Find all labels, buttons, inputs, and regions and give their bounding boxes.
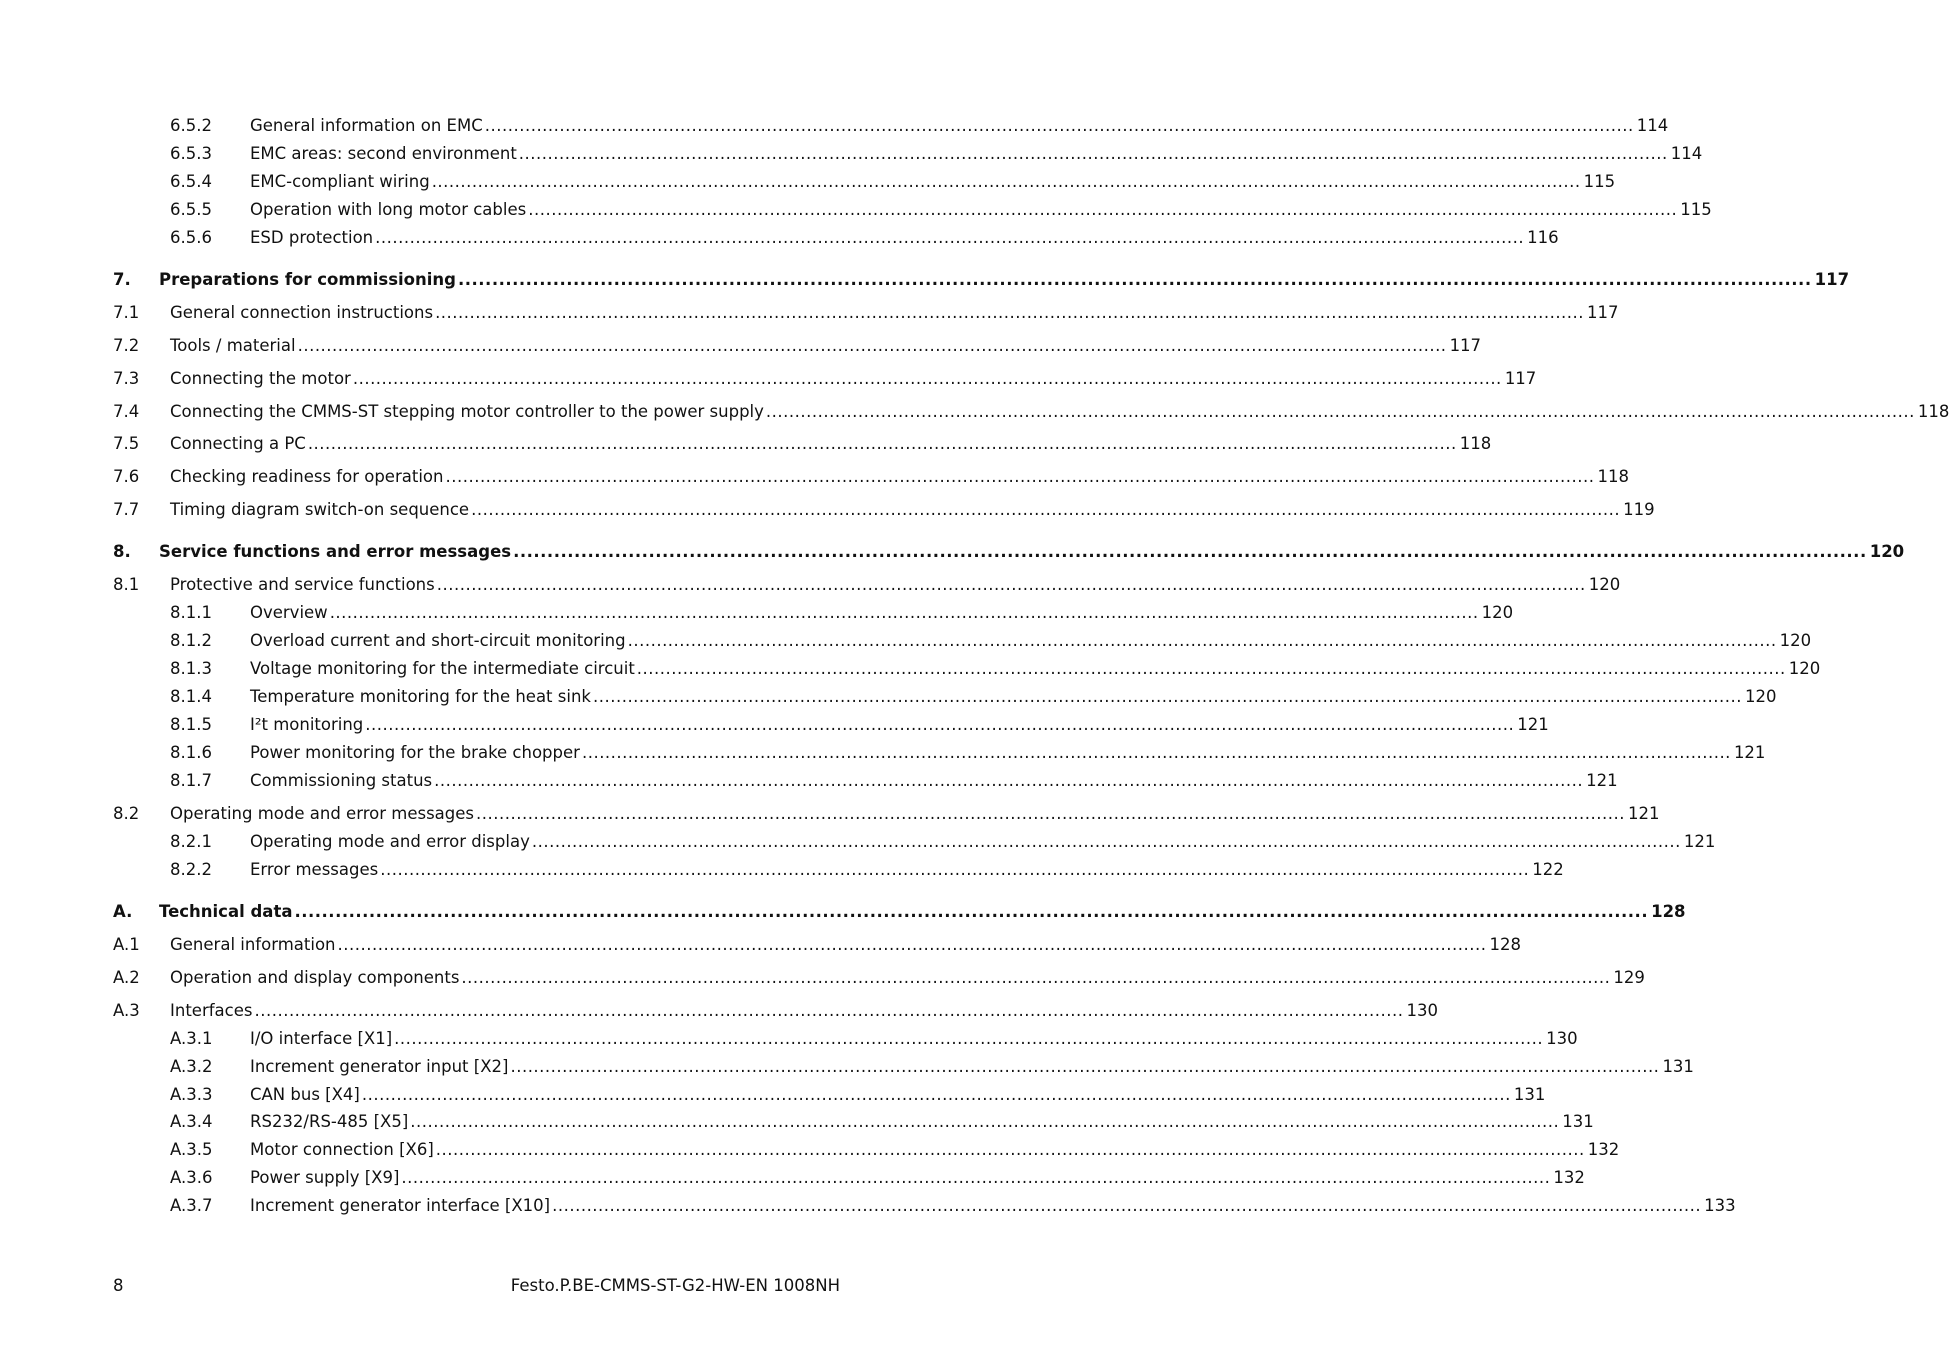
toc-entry[interactable] (0, 858, 1564, 882)
toc-entry-title-line (250, 1194, 1736, 1218)
toc-entry-page: 117 (1504, 369, 1537, 388)
toc-entry-number: 8.1.7 (170, 771, 212, 790)
toc-dot-leader: ........................................................................................................................................................................................................ (765, 402, 1915, 421)
toc-entry-title-line (250, 114, 1669, 138)
toc-entry-page: 118 (1459, 434, 1492, 453)
toc-entry[interactable] (0, 400, 1949, 424)
toc-entry[interactable] (0, 769, 1618, 793)
toc-entry-number: 8. (113, 542, 131, 561)
toc-entry-title-line (170, 802, 1660, 826)
toc-entry-number: A.3.5 (170, 1140, 213, 1159)
toc-entry[interactable] (0, 1194, 1736, 1218)
toc-entry[interactable] (0, 933, 1521, 957)
toc-entry[interactable] (0, 1138, 1620, 1162)
toc-entry-title-line (250, 198, 1712, 222)
toc-dot-leader: ........................................................................................................................................................................................................ (307, 434, 1457, 453)
toc-entry-number: A.3.3 (170, 1085, 213, 1104)
toc-dot-leader: ........................................................................................................................................................................................................ (337, 935, 1487, 954)
toc-entry[interactable] (0, 301, 1619, 325)
toc-entry-title-line (250, 858, 1564, 882)
toc-entry-title-line (250, 1166, 1585, 1190)
toc-dot-leader: ........................................................................................................................................................................................................ (510, 1057, 1660, 1076)
toc-entry-title-line (170, 999, 1438, 1023)
toc-entry[interactable] (0, 830, 1716, 854)
document-id: Festo.P.BE-CMMS-ST-G2-HW-EN 1008NH (510, 1276, 840, 1295)
toc-entry-title: Timing diagram switch-on sequence (170, 500, 470, 519)
toc-entry-number: 8.1.1 (170, 603, 212, 622)
toc-entry-title: Temperature monitoring for the heat sink (250, 687, 591, 706)
toc-entry-title-line (250, 685, 1777, 709)
toc-entry-title: Error messages (250, 860, 379, 879)
toc-dot-leader: ........................................................................................................................................................................................................ (431, 172, 1581, 191)
toc-dot-leader: ........................................................................................................................................................................................................ (457, 270, 1812, 289)
toc-entry-title-line (250, 1027, 1578, 1051)
toc-entry-number: A.3.7 (170, 1196, 213, 1215)
toc-dot-leader: ........................................................................................................................................................................................................ (434, 771, 1584, 790)
toc-entry-title-line (170, 966, 1645, 990)
toc-entry[interactable] (0, 1110, 1594, 1134)
toc-entry-number: 7.4 (113, 402, 140, 421)
toc-dot-leader: ........................................................................................................................................................................................................ (528, 200, 1678, 219)
toc-entry[interactable] (0, 198, 1712, 222)
toc-entry-title: ESD protection (250, 228, 374, 247)
toc-entry-title: EMC-compliant wiring (250, 172, 430, 191)
toc-entry-title: Overview (250, 603, 328, 622)
toc-entry[interactable] (0, 1166, 1585, 1190)
toc-dot-leader: ........................................................................................................................................................................................................ (361, 1085, 1511, 1104)
toc-entry-title: I/O interface [X1] (250, 1029, 393, 1048)
toc-dot-leader: ........................................................................................................................................................................................................ (461, 968, 1611, 987)
toc-chapter-entry[interactable] (0, 268, 1850, 292)
toc-entry[interactable] (0, 629, 1812, 653)
toc-entry-title-line (250, 830, 1716, 854)
toc-dot-leader: ........................................................................................................................................................................................................ (445, 467, 1595, 486)
toc-entry-page: 120 (1744, 687, 1777, 706)
toc-dot-leader: ........................................................................................................................................................................................................ (531, 832, 1681, 851)
toc-dot-leader: ........................................................................................................................................................................................................ (436, 575, 1586, 594)
toc-entry-title-line (170, 367, 1537, 391)
toc-dot-leader: ........................................................................................................................................................................................................ (627, 631, 1777, 650)
toc-entry[interactable] (0, 226, 1559, 250)
toc-chapter-entry[interactable] (0, 900, 1686, 924)
toc-entry-page: 121 (1586, 771, 1618, 790)
toc-entry-title-line (170, 573, 1621, 597)
toc-entry-page: 116 (1527, 228, 1559, 247)
toc-entry-title-line (159, 540, 1905, 564)
toc-entry-title: Protective and service functions (170, 575, 435, 594)
toc-entry-title: Tools / material (170, 336, 296, 355)
toc-entry-number: 6.5.2 (170, 116, 212, 135)
toc-dot-leader: ........................................................................................................................................................................................................ (410, 1112, 1560, 1131)
toc-entry[interactable] (0, 114, 1669, 138)
toc-entry[interactable] (0, 367, 1537, 391)
toc-entry-title: RS232/RS-485 [X5] (250, 1112, 409, 1131)
toc-dot-leader: ........................................................................................................................................................................................................ (365, 715, 1515, 734)
toc-entry[interactable] (0, 170, 1616, 194)
toc-entry-title: I²t monitoring (250, 715, 364, 734)
toc-entry[interactable] (0, 966, 1645, 990)
toc-entry-number: 8.1.3 (170, 659, 212, 678)
toc-entry-number: 7.6 (113, 467, 140, 486)
toc-entry[interactable] (0, 432, 1492, 456)
toc-entry-number: A. (113, 902, 133, 921)
toc-entry-title-line (170, 400, 1949, 424)
page-number: 8 (113, 1276, 124, 1295)
toc-entry-page: 131 (1513, 1085, 1546, 1104)
toc-dot-leader: ........................................................................................................................................................................................................ (484, 116, 1634, 135)
toc-dot-leader: ........................................................................................................................................................................................................ (518, 144, 1668, 163)
toc-entry-number: 6.5.6 (170, 228, 212, 247)
toc-dot-leader: ........................................................................................................................................................................................................ (476, 804, 1625, 823)
toc-entry-title-line (170, 432, 1492, 456)
toc-entry-title: Power monitoring for the brake chopper (250, 743, 580, 762)
toc-entry-number: A.3.4 (170, 1112, 213, 1131)
toc-entry-page: 128 (1651, 902, 1686, 921)
toc-entry-page: 131 (1662, 1057, 1694, 1076)
toc-entry-page: 129 (1613, 968, 1645, 987)
toc-entry-page: 114 (1670, 144, 1703, 163)
toc-entry-page: 115 (1680, 200, 1712, 219)
toc-dot-leader: ........................................................................................................................................................................................................ (375, 228, 1525, 247)
toc-entry-number: A.2 (113, 968, 140, 987)
toc-entry-title: General connection instructions (170, 303, 434, 322)
toc-entry-number: 8.1.4 (170, 687, 212, 706)
toc-entry[interactable] (0, 741, 1766, 765)
toc-entry-title-line (170, 465, 1629, 489)
toc-entry[interactable] (0, 601, 1514, 625)
toc-entry-title-line (250, 142, 1703, 166)
toc-entry-title-line (250, 713, 1549, 737)
toc-entry-title-line (170, 334, 1482, 358)
toc-entry-title-line (250, 1055, 1694, 1079)
toc-entry-title-line (250, 1110, 1594, 1134)
toc-entry-page: 130 (1406, 1001, 1438, 1020)
toc-entry[interactable] (0, 498, 1655, 522)
toc-entry-title-line (250, 741, 1766, 765)
toc-entry-title: General information (170, 935, 336, 954)
toc-entry-title: Service functions and error messages (159, 542, 512, 561)
toc-entry[interactable] (0, 465, 1629, 489)
toc-entry-page: 120 (1588, 575, 1621, 594)
toc-entry-title: Increment generator interface [X10] (250, 1196, 551, 1215)
toc-entry-number: 8.1.5 (170, 715, 212, 734)
toc-entry-title: Power supply [X9] (250, 1168, 400, 1187)
toc-entry-title: General information on EMC (250, 116, 483, 135)
toc-entry-title: Connecting the motor (170, 369, 351, 388)
toc-entry-number: 7.5 (113, 434, 140, 453)
toc-entry-title: Commissioning status (250, 771, 433, 790)
toc-entry-number: 8.2.1 (170, 832, 212, 851)
toc-entry-number: 7.2 (113, 336, 140, 355)
toc-entry-page: 120 (1788, 659, 1821, 678)
toc-entry[interactable] (0, 1083, 1546, 1107)
toc-entry-page: 120 (1779, 631, 1812, 650)
toc-entry-number: 7.3 (113, 369, 140, 388)
toc-entry-page: 117 (1449, 336, 1482, 355)
toc-dot-leader: ........................................................................................................................................................................................................ (394, 1029, 1544, 1048)
toc-entry-page: 117 (1814, 270, 1850, 289)
toc-entry-title-line (170, 933, 1521, 957)
toc-entry-number: 7.7 (113, 500, 140, 519)
toc-entry[interactable] (0, 999, 1438, 1023)
toc-entry[interactable] (0, 802, 1660, 826)
toc-dot-leader: ........................................................................................................................................................................................................ (552, 1196, 1702, 1215)
toc-entry-page: 118 (1917, 402, 1949, 421)
toc-entry-title: EMC areas: second environment (250, 144, 517, 163)
toc-dot-leader: ........................................................................................................................................................................................................ (297, 336, 1447, 355)
toc-entry[interactable] (0, 713, 1549, 737)
toc-entry-title: Overload current and short-circuit monitoring (250, 631, 626, 650)
toc-entry-title: CAN bus [X4] (250, 1085, 360, 1104)
toc-dot-leader: ........................................................................................................................................................................................................ (254, 1001, 1404, 1020)
toc-dot-leader: ........................................................................................................................................................................................................ (294, 902, 1649, 921)
toc-entry-number: 6.5.3 (170, 144, 212, 163)
toc-chapter-entry[interactable] (0, 540, 1905, 564)
toc-entry-page: 132 (1587, 1140, 1620, 1159)
toc-entry[interactable] (0, 334, 1482, 358)
toc-entry-title: Motor connection [X6] (250, 1140, 434, 1159)
toc-entry-page: 133 (1704, 1196, 1736, 1215)
toc-entry-number: 8.2.2 (170, 860, 212, 879)
toc-dot-leader: ........................................................................................................................................................................................................ (636, 659, 1786, 678)
toc-entry-title: Connecting a PC (170, 434, 306, 453)
toc-entry[interactable] (0, 685, 1777, 709)
toc-dot-leader: ........................................................................................................................................................................................................ (435, 1140, 1585, 1159)
toc-dot-leader: ........................................................................................................................................................................................................ (329, 603, 1479, 622)
toc-entry-number: A.3 (113, 1001, 140, 1020)
toc-entry-title: Checking readiness for operation (170, 467, 444, 486)
toc-dot-leader: ........................................................................................................................................................................................................ (380, 860, 1530, 879)
toc-entry-page: 119 (1623, 500, 1655, 519)
toc-entry-page: 121 (1733, 743, 1766, 762)
toc-dot-leader: ........................................................................................................................................................................................................ (592, 687, 1742, 706)
toc-entry-page: 118 (1597, 467, 1629, 486)
toc-entry[interactable] (0, 142, 1703, 166)
toc-entry-page: 114 (1636, 116, 1669, 135)
toc-dot-leader: ........................................................................................................................................................................................................ (581, 743, 1731, 762)
toc-entry-title: Technical data (159, 902, 293, 921)
toc-entry-title: Voltage monitoring for the intermediate circuit (250, 659, 635, 678)
toc-entry-number: 6.5.5 (170, 200, 212, 219)
toc-entry-title-line (250, 769, 1618, 793)
toc-entry-title-line (250, 601, 1514, 625)
toc-entry-title: Operation and display components (170, 968, 460, 987)
toc-entry-title-line (170, 301, 1619, 325)
toc-entry-title-line (159, 268, 1850, 292)
toc-entry-number: 8.2 (113, 804, 140, 823)
toc-entry-title: Preparations for commissioning (159, 270, 456, 289)
toc-entry[interactable] (0, 657, 1821, 681)
toc-entry-number: A.3.2 (170, 1057, 213, 1076)
toc-entry-title-line (250, 1138, 1620, 1162)
toc-entry-page: 115 (1583, 172, 1616, 191)
toc-dot-leader: ........................................................................................................................................................................................................ (401, 1168, 1551, 1187)
toc-entry-number: 7.1 (113, 303, 140, 322)
toc-entry-title: Operation with long motor cables (250, 200, 527, 219)
toc-entry-number: 8.1.2 (170, 631, 212, 650)
toc-entry-number: 6.5.4 (170, 172, 212, 191)
toc-dot-leader: ........................................................................................................................................................................................................ (513, 542, 1867, 561)
toc-entry-number: 8.1 (113, 575, 140, 594)
toc-entry-page: 122 (1532, 860, 1564, 879)
toc-entry-page: 132 (1553, 1168, 1585, 1187)
toc-entry-page: 121 (1628, 804, 1660, 823)
toc-entry-page: 128 (1489, 935, 1521, 954)
toc-entry-title-line (250, 1083, 1546, 1107)
toc-entry-title: Operating mode and error messages (170, 804, 475, 823)
toc-entry-page: 120 (1869, 542, 1905, 561)
toc-entry-page: 117 (1587, 303, 1619, 322)
toc-entry-title: Increment generator input [X2] (250, 1057, 509, 1076)
toc-entry-page: 121 (1517, 715, 1549, 734)
toc-entry-number: A.3.6 (170, 1168, 213, 1187)
toc-entry-title-line (250, 170, 1616, 194)
toc-entry-title-line (159, 900, 1686, 924)
toc-entry-page: 131 (1562, 1112, 1594, 1131)
toc-entry[interactable] (0, 573, 1621, 597)
toc-entry-number: 7. (113, 270, 131, 289)
toc-entry-page: 121 (1683, 832, 1716, 851)
toc-entry-number: 8.1.6 (170, 743, 212, 762)
toc-dot-leader: ........................................................................................................................................................................................................ (471, 500, 1621, 519)
toc-dot-leader: ........................................................................................................................................................................................................ (352, 369, 1502, 388)
toc-entry-page: 130 (1546, 1029, 1578, 1048)
toc-entry-title-line (250, 226, 1559, 250)
toc-entry-number: A.3.1 (170, 1029, 213, 1048)
toc-entry[interactable] (0, 1055, 1694, 1079)
toc-dot-leader: ........................................................................................................................................................................................................ (435, 303, 1585, 322)
toc-entry[interactable] (0, 1027, 1578, 1051)
toc-entry-title-line (250, 629, 1812, 653)
toc-entry-number: A.1 (113, 935, 140, 954)
toc-entry-title: Interfaces (170, 1001, 253, 1020)
toc-entry-title-line (170, 498, 1655, 522)
toc-entry-title-line (250, 657, 1821, 681)
toc-entry-title: Operating mode and error display (250, 832, 530, 851)
toc-entry-page: 120 (1481, 603, 1514, 622)
toc-entry-title: Connecting the CMMS-ST stepping motor controller to the power supply (170, 402, 764, 421)
